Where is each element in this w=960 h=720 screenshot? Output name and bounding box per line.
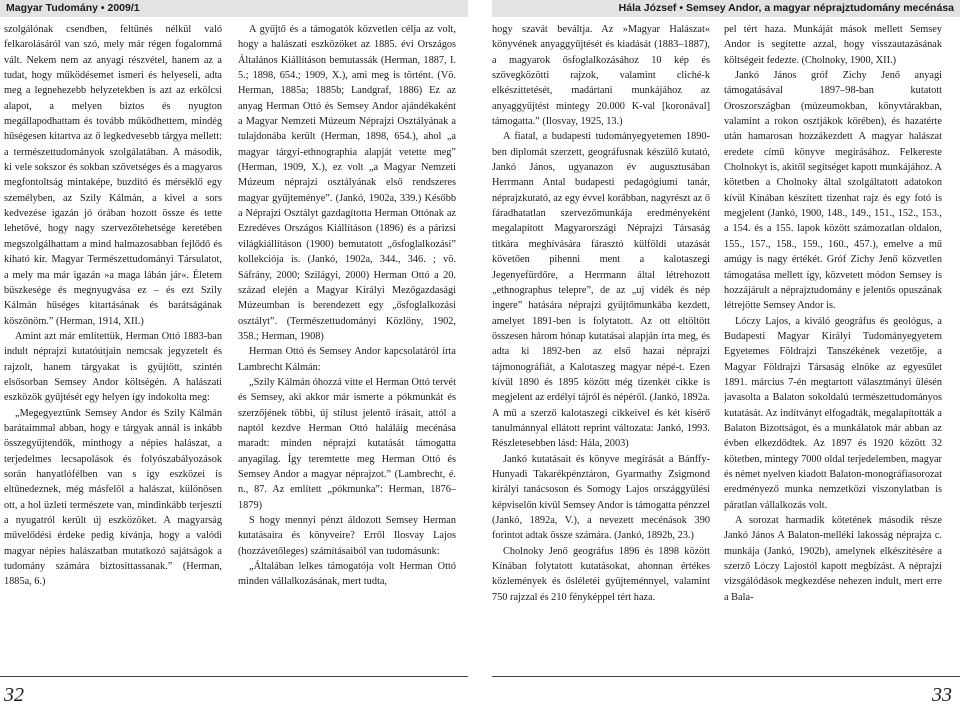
paragraph: Jankó kutatásait és könyve megírását a Bánffy-Hunyadi Takarékpénztáron, Gyarmathy Zsigmond királyi tanácsoson és Somogy Lajos országgyűlési képviselőn kívül Semsey Andor is támogatta pénzzel (Jankó, 1892a, V.), a nevezett mecénások 390 forintot adtak össze számára. (Jankó, 1892b, 23.) xyxy=(492,453,710,542)
running-header: Hála József • Semsey Andor, a magyar néprajztudomány mecénása xyxy=(492,0,960,17)
paragraph: A fiatal, a budapesti tudományegyetemen 1890-ben diplomát szerzett, geográfusnak készülő kutató, Jankó János, ugyanazon év augusztusában Herrmann Antal budapesti pedagógiumi tanár, néprajzkutató, az egy évvel korábban, nagyrészt az ő fáradhatatlan szervezőmunkája eredményeként megalapított Magyarországi Néprajzi Társaság titkára meghívására fárasztó külföldi utazását követően pihenni ment a kalotaszegi Jegenyefürdőre, a Herrmann által létrehozott „ethnographus telepre”, de az „uj vidék és nép ingere” hatására néprajzi gyűjtőmunkába kezdett, amelyet 1891-ben is folytatott. Az ott eltöltött összesen három hónap kutatásai alapján írta meg, és adta ki 1892-ben az első hazai néprajzi tájmonográfiát, a Kalotaszeg magyar népé-t. Ezen kívül 1890 és 1895 között még tizenkét cikke is megjelent az erdélyi tájról és népéről. (Jankó, 1892a. A mű a szerző kalotaszegi cikkeivel és két kísérő tanulmánnyal ellátott reprint változata: Jankó, 1993. Részletesebben lásd: Hála, 2003) xyxy=(492,131,710,450)
paragraph: pel tért haza. Munkáját mások mellett Semsey Andor is segítette azzal, hogy visszautazásának költségeit fedezte. (Cholnoky, 1900, XII.) xyxy=(724,24,942,66)
paragraph: Herman Ottó és Semsey Andor kapcsolatáról írta Lambrecht Kálmán: xyxy=(238,346,456,373)
page-number: 32 xyxy=(4,684,24,706)
paragraph: S hogy mennyi pénzt áldozott Semsey Herman kutatásaira és könyveire? Erről Ilosvay Lajos (hozzávetőleges) számításaiból van tudomásunk: xyxy=(238,515,456,557)
paragraph: A gyűjtő és a támogatók közvetlen célja az volt, hogy a halászati eszközöket az 1885. évi Országos Általános Kiállításon bemutassák (Herman, 1887, I. 5.; 1898, 654.; 1909, X.), ami meg is történt. (Vö. Herman, 1885a; 1885b; Landgraf, 1886) Ez az anyag Herman Ottó és Semsey Andor ajándékaként a Magyar Nemzeti Múzeum Néprajzi Osztályának a tulajdonába került (Herman, 1898, 654.), ahol „a magyar tárgyi-ethnographia alapját vetette meg” (Herman, 1909, X.), ez volt „a Magyar Nemzeti Múzeum néprajzi osztályának első rendszeres magyar gyűjteménye”. (Jankó, 1902a, 339.) Később a Néprajzi Osztályt gazdagította Herman Ottónak az Ezredéves Országos Kiállításon (1896) és a párizsi világkiállításon (1900) bemutatott „ősfoglalkozási” kollekciója is. (Jankó, 1902a, 344., 346. ; vö. Sáfrány, 2000; Szilágyi, 2000) Herman Ottó a 20. század elején a Magyar Királyi Mezőgazdasági Múzeumban is berendezett egy „ősfoglalkozási osztályt”. (Természettudományi Közlöny, 1902, 358.; Herman, 1908) xyxy=(238,24,456,342)
text-column-1 xyxy=(4,22,222,670)
paragraph: „Megegyeztünk Semsey Andor és Szily Kálmán barátaimmal abban, hogy e tárgyak annál is inkább összegyűjtendők, minthogy a népies halászat, a terjedelmes lecsapolások és folyószabályozások során hanyatlófélben van s így eszközei is eltűnedeznek, még másfelől a halászat, különösen ott, a hol üzleti természete van, mindinkább terjeszti a nyugatról került új eszközöket. A magyarság művelődési érdeke pedig kívánja, hogy a valódi magyar népies halászatban mutatkozó sajátságok a tudomány számára biztosíttassanak.” (Herman, 1885a, 6.) xyxy=(4,407,222,588)
text-column-1 xyxy=(492,22,710,670)
paragraph: Jankó János gróf Zichy Jenő anyagi támogatásával 1897–98-ban kutatott Oroszországban (múzeumokban, könyvtárakban, valamint a rokon osztjákok körében), és hazatérte után hamarosan hozzákezdett A magyar halászat eredete című könyve megírásához. Felkereste Cholnokyt is, akitől segítséget kapott munkájához. A kötetben a Cholnoky által szolgáltatott adatokon kívül Kínában készített tizenhat rajz és egy fotó is megjelent (Jankó, 1900, 148., 149., 151., 152., 153., a 154. és a 155. lapok között számozatlan oldalon, 155., 157., 158., 159., 160., 457.), emelve a mű amúgy is nagy értékét. Gróf Zichy Jenő közvetlen támogatása mellett így, közvetett módon Semsey is hozzájárult a néprajztudomány e jelentős opuszának létrejötte Semsey Andor is. xyxy=(724,70,942,312)
paragraph: „Szily Kálmán óhozzá vitte el Herman Ottó tervét és Semsey, aki akkor már ismerte a pókmunkát és szerzőjének többi, új stílust jelentő írásait, attól a naptól kezdve Herman Ottó haláláig mecénása maradt: minden néprajzi kutatását támogatta anyagilag. Így teremtette meg Herman Ottó és Semsey Andor a magyar néprajzot.” (Lambrecht, é. n., 87. Az említett „pókmunka”: Herman, 1876–1879) xyxy=(238,376,456,511)
text-column-2 xyxy=(238,22,456,670)
footer-rule xyxy=(0,676,468,677)
right-page xyxy=(492,0,960,720)
paragraph: Lóczy Lajos, a kiváló geográfus és geológus, a Budapesti Magyar Királyi Tudományegyetem Egyetemes Földrajzi Tanszékének vezetője, a Magyar Földrajzi Társaság elnöke az egyesület 1891. március 7-én megtartott választmányi ülésén javasolta a Balaton sokoldalú természettudományos kutatását. Az indítványt elfogadták, megalapították a Balaton Bizottságot, és a munkálatok már abban az évben elkezdődtek. Az 1897 és 1920 között 32 kötetben, mintegy 7000 oldal terjedelemben, magyar és német nyelven kiadott Balaton-monográfiasorozat eredményező munka nemzetközi viszonylatban is páratlan vállalkozás volt. xyxy=(724,315,942,511)
paragraph: „Általában lelkes támogatója volt Herman Ottó minden vállalkozásának, mert tudta, xyxy=(238,561,456,588)
page-number: 33 xyxy=(932,684,952,706)
paragraph: Amint azt már említettük, Herman Ottó 1883-ban indult néprajzi kutatóútjain nemcsak jegyzetelt és rajzolt, hanem tárgyakat is gyűjtött, szintén elsősorban Semsey Andor költségén. A halászati eszközök gyűjtését egy helyen így indokolta meg: xyxy=(4,330,222,404)
paragraph: Cholnoky Jenő geográfus 1896 és 1898 között Kínában folytatott kutatásokat, ahonnan értékes közlemények és ősléletéi gyűjteménnyel, valamint 750 rajzzal és 210 fényképpel tért haza. xyxy=(492,545,710,603)
paragraph: szolgálónak csendben, feltűnés nélkül való felkarolásáról van szó, mely már régen fogalommá vált. Nekem nem az anyagi részvétel, hanem az a tudat, hogy működésemet ismeri és helyeseli, adta meg a legnehezebb helyzetekben is azt az erkölcsi alapot, a melyen biztos és nyugton megállapodhattam és tovább működhettem, mindég hűségesen kitartva az ő legkedvesebb tárgya mellett: a természettudományok szolgálatában. A második, ki vele sokszor és sokban szövetséges és a magyaros megfontoltság mintaképe, buzdító és mérséklő egy személyben, az Szily Kálmán, a kivel a sors kedvezése igazán jó órában hozott össze és tette lehetővé, hogy nagy szervezőtehetsége keretében megszolgálhattam a mind halmazosabban fejlődő és kiható kir. Magyar Természettudományi Társulatot, a mely ma már igazán »a maga lábán jár«. Életem büszkesége és megnyugvása ez – és ezt Szily Kálmán hűséges kitartásának és barátságának köszönöm.” (Herman, 1914, XII.) xyxy=(4,24,222,327)
left-page xyxy=(0,0,468,720)
paragraph: hogy szavát beváltja. Az »Magyar Halászat« könyvének anyaggyűjtését és kiadását (1883–1887), a magyarok ősfoglalkozásához 10 kép és szövegközötti rajzok, valamint cliché-k elkészíttetését, madártani munkájához az anyaggyűjtést mintegy 20.000 K-val [koronával] támogatta.” (Ilosvay, 1925, 13.) xyxy=(492,24,710,128)
paragraph: A sorozat harmadik kötetének második része Jankó János A Balaton-melléki lakosság néprajza c. munkája (Jankó, 1902b), amelynek elkészítésére a szerző Lóczy Lajostól kapott megbízást. A néprajzi vizsgálódások megkezdése nehezen indult, mert erre a Bala- xyxy=(724,515,942,603)
text-column-2 xyxy=(724,22,942,670)
footer-rule xyxy=(492,676,960,677)
running-header: Magyar Tudomány • 2009/1 xyxy=(0,0,468,17)
